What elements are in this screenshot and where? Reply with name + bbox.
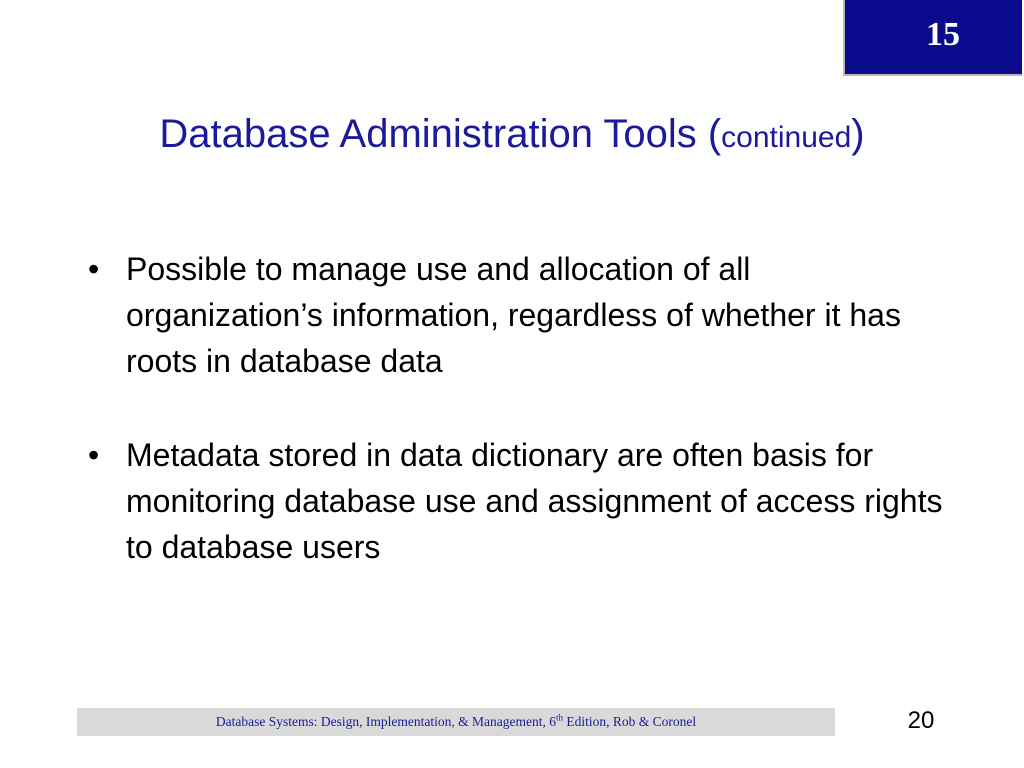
bullet-text: Metadata stored in data dictionary are often basis for monitoring database use and assignment of access rights to database users [126, 437, 943, 565]
bullet-item [88, 432, 948, 570]
bullet-list [88, 246, 948, 618]
bullet-item [88, 246, 948, 384]
title-continued: continued [721, 121, 852, 154]
title-open-paren: ( [707, 112, 722, 156]
slide-title-main: Database Administration Tools [159, 112, 708, 156]
footer-citation-superscript: th [555, 712, 563, 723]
footer-citation-start: Database Systems: Design, Implementation, & Management, 6 [215, 714, 556, 729]
slide-title [0, 110, 1024, 162]
title-close-paren: ) [851, 112, 865, 156]
bullet-marker: • [88, 251, 100, 287]
chapter-number: 15 [926, 16, 960, 53]
footer-citation [77, 708, 835, 736]
bullet-text: Possible to manage use and allocation of all organization’s information, regardless of whether it has roots in database data [126, 251, 901, 379]
footer-citation-end: Edition, Rob & Coronel [562, 714, 697, 729]
chapter-badge [843, 0, 1022, 76]
bullet-marker: • [88, 437, 100, 473]
page-number: 20 [907, 707, 935, 734]
